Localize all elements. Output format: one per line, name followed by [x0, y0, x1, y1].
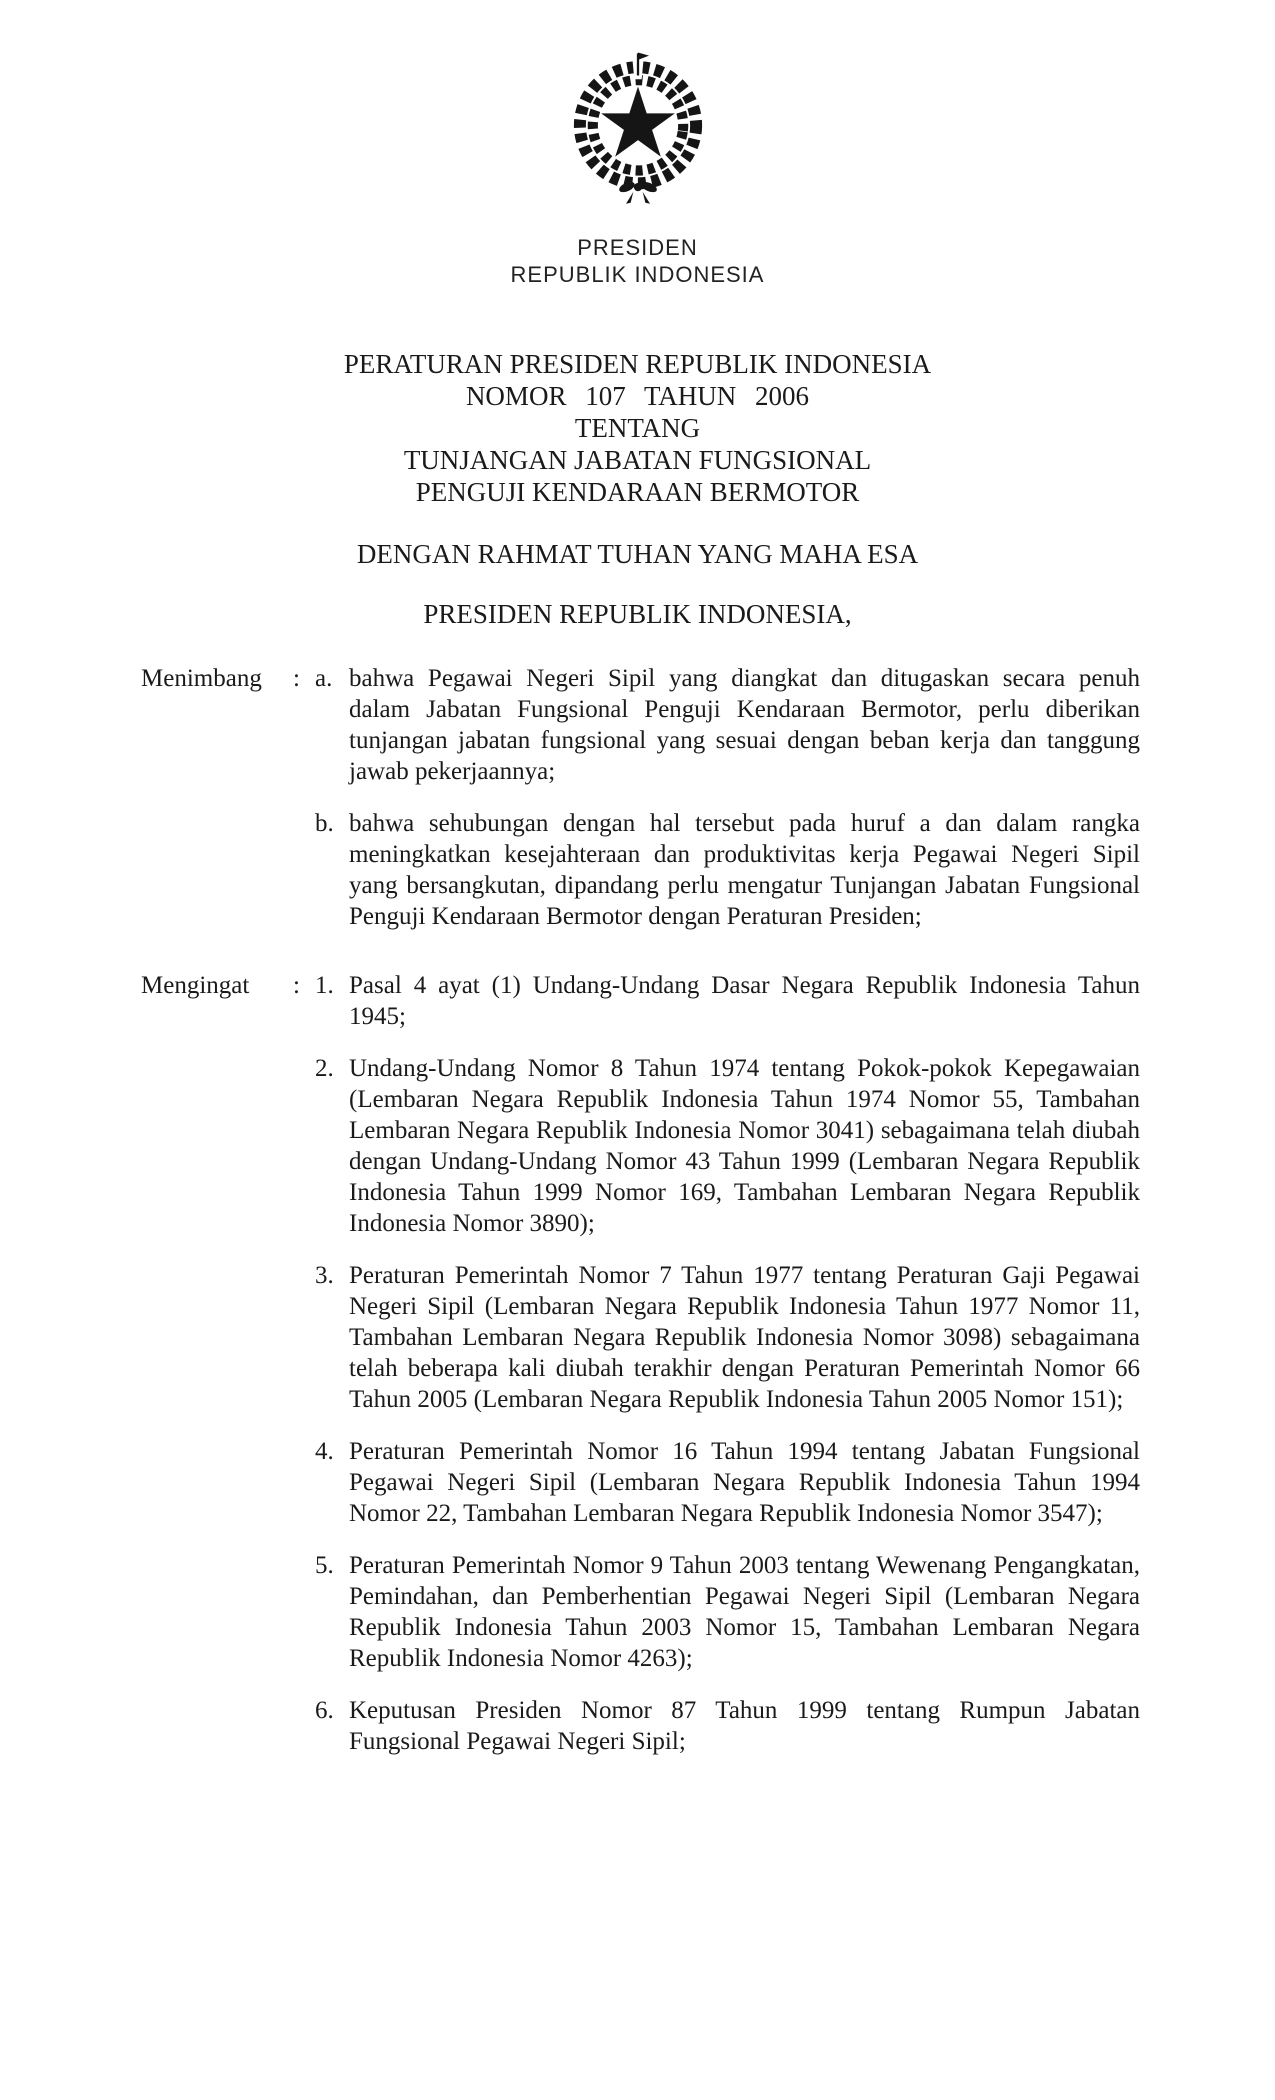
section-items [315, 663, 1140, 932]
section-colon: : [293, 665, 300, 692]
star-icon [601, 87, 675, 157]
list-item-3 [315, 1260, 1140, 1415]
title-line-subject-1: TUNJANGAN JABATAN FUNGSIONAL [403, 445, 872, 475]
item-marker: 5. [315, 1552, 334, 1579]
section-mengingat [141, 970, 1140, 1757]
title-line-subject-2: PENGUJI KENDARAAN BERMOTOR [415, 477, 860, 507]
invocation-line: DENGAN RAHMAT TUHAN YANG MAHA ESA [356, 539, 919, 569]
org-line-presiden: PRESIDEN [577, 235, 698, 260]
title-line-number: NOMOR 107 TAHUN 2006 [465, 381, 810, 411]
list-item-6 [315, 1695, 1140, 1757]
authority-line: PRESIDEN REPUBLIK INDONESIA, [423, 599, 852, 629]
item-marker: a. [315, 665, 333, 692]
item-text: bahwa sehubungan dengan hal tersebut pada huruf a dan dalam rangka meningkatkan kesejahteraan dan produktivitas kerja Pegawai Negeri Sipil yang bersangkutan, dipandang perlu mengatur Tunjangan Jabatan Fungsional Penguji Kendaraan Bermotor dengan Peraturan Presiden; [349, 810, 1140, 930]
title-line-regulation: PERATURAN PRESIDEN REPUBLIK INDONESIA [343, 349, 932, 379]
issuing-authority [0, 234, 1275, 288]
list-item-1 [315, 970, 1140, 1032]
section-label-menimbang: Menimbang [141, 665, 262, 692]
item-marker: 3. [315, 1262, 334, 1289]
section-colon: : [293, 972, 300, 999]
list-item-2 [315, 1053, 1140, 1239]
item-text: Peraturan Pemerintah Nomor 9 Tahun 2003 tentang Wewenang Pengangkatan, Pemindahan, dan Pemberhentian Pegawai Negeri Sipil (Lembaran Negara Republik Indonesia Tahun 2003 Nomor 15, Tambahan Lembaran Negara Republik Indonesia Nomor 4263); [349, 1552, 1140, 1672]
list-item-a [315, 663, 1140, 787]
item-text: Peraturan Pemerintah Nomor 16 Tahun 1994 tentang Jabatan Fungsional Pegawai Negeri Sipil (Lembaran Negara Republik Indonesia Tahun 1994 Nomor 22, Tambahan Lembaran Negara Republik Indonesia Nomor 3547); [349, 1438, 1140, 1527]
list-item-b [315, 808, 1140, 932]
item-marker: 6. [315, 1697, 334, 1724]
item-marker: 4. [315, 1438, 334, 1465]
list-item-5 [315, 1550, 1140, 1674]
item-marker: b. [315, 810, 334, 837]
section-items [315, 970, 1140, 1757]
document-header [0, 0, 1275, 288]
section-menimbang [141, 663, 1140, 932]
wreath-star-emblem [555, 46, 721, 212]
item-text: Peraturan Pemerintah Nomor 7 Tahun 1977 tentang Peraturan Gaji Pegawai Negeri Sipil (Lembaran Negara Republik Indonesia Tahun 1977 Nomor 11, Tambahan Lembaran Negara Republik Indonesia Nomor 3098) sebagaimana telah beberapa kali diubah terakhir dengan Peraturan Pemerintah Nomor 66 Tahun 2005 (Lembaran Negara Republik Indonesia Tahun 2005 Nomor 151); [349, 1262, 1140, 1413]
item-text: Undang-Undang Nomor 8 Tahun 1974 tentang Pokok-pokok Kepegawaian (Lembaran Negara Republik Indonesia Tahun 1974 Nomor 55, Tambahan Lembaran Negara Republik Indonesia Nomor 3041) sebagaimana telah diubah dengan Undang-Undang Nomor 43 Tahun 1999 (Lembaran Negara Republik Indonesia Tahun 1999 Nomor 169, Tambahan Lembaran Negara Republik Indonesia Nomor 3890); [349, 1055, 1140, 1237]
regulation-title [0, 348, 1275, 508]
item-text: Keputusan Presiden Nomor 87 Tahun 1999 tentang Rumpun Jabatan Fungsional Pegawai Negeri Sipil; [349, 1697, 1140, 1755]
item-marker: 1. [315, 972, 334, 999]
item-marker: 2. [315, 1055, 334, 1082]
document-body [141, 663, 1140, 1757]
list-item-4 [315, 1436, 1140, 1529]
section-label-mengingat: Mengingat [141, 972, 250, 999]
org-line-republik-indonesia: REPUBLIK INDONESIA [510, 262, 765, 287]
title-line-tentang: TENTANG [574, 413, 701, 443]
item-text: bahwa Pegawai Negeri Sipil yang diangkat dan ditugaskan secara penuh dalam Jabatan Fungsional Penguji Kendaraan Bermotor, perlu diberikan tunjangan jabatan fungsional yang sesuai dengan beban kerja dan tanggung jawab pekerjaannya; [349, 665, 1140, 785]
item-text: Pasal 4 ayat (1) Undang-Undang Dasar Negara Republik Indonesia Tahun 1945; [349, 972, 1140, 1030]
presidential-seal [555, 46, 721, 212]
